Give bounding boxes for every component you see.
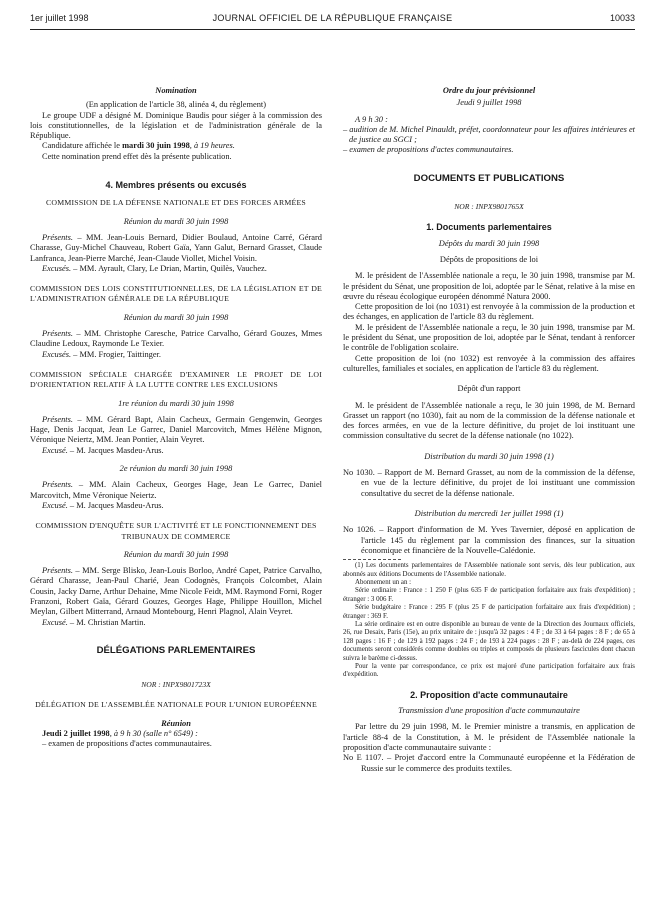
depots-date: Dépôts du mardi 30 juin 1998	[438, 238, 540, 248]
delegations-title: DÉLÉGATIONS PARLEMENTAIRES	[96, 644, 256, 656]
rapport-title: Dépôt d'un rapport	[457, 384, 521, 394]
header-page-number: 10033	[609, 13, 635, 23]
depots-subtitle: Dépôts de propositions de loi	[439, 254, 539, 264]
nomination-effect: Cette nomination prend effet dès la présente publication.	[42, 151, 232, 161]
nomination-title: Nomination	[155, 86, 197, 95]
commission-enquete-excuse: Excusé. – M. Christian Martin.	[42, 617, 146, 627]
right-column	[343, 86, 635, 774]
ordre-date: Jeudi 9 juillet 1998	[456, 98, 522, 108]
footnote-serie-budgetaire: Série budgétaire : France : 295 F (plus 25 F de participation forfaitaire aux frais d'expédition) ; étranger : 369 F.	[343, 604, 635, 620]
transmission-title: Transmission d'une proposition d'acte communautaire	[398, 706, 580, 716]
acte-e1107: No E 1107. – Projet d'accord entre la Communauté européenne et la Fédération de Russie sur le commerce des produits textiles.	[343, 753, 635, 773]
commission-speciale-name: COMMISSION SPÉCIALE CHARGÉE D'EXAMINER LE PROJET DE LOI D'ORIENTATION RELATIF À LA LUTTE CONTRE LES EXCLUSIONS	[30, 369, 322, 390]
commission-lois-excuses: Excusés. – MM. Frogier, Taittinger.	[42, 349, 161, 359]
commission-enquete-reunion: Réunion du mardi 30 juin 1998	[123, 549, 229, 559]
commission-speciale-excuse-1: Excusé. – M. Jacques Masdeu-Arus.	[42, 445, 164, 455]
reunion-agenda-item: – examen de propositions d'actes communautaires.	[42, 739, 212, 749]
nor-delegations: NOR : INPX9801723X	[141, 680, 211, 690]
footnote-vente-correspondance: Pour la vente par correspondance, ce prix est majoré d'une participation forfaitaire aux frais d'expédition.	[343, 662, 635, 679]
depot-obligation-scolaire: M. le président de l'Assemblée nationale a reçu, le 30 juin 1998, transmise par M. le président du Sénat, une proposition de loi, adoptée par le Sénat, tendant à renforcer le contrôle de l'obligation scolaire.	[343, 322, 635, 353]
reunion-title: Réunion	[161, 718, 191, 728]
header-rule	[30, 29, 635, 30]
commission-speciale-reunion-1: 1re réunion du mardi 30 juin 1998	[118, 398, 234, 408]
ordre-item-examen: – examen de propositions d'actes communautaires.	[343, 145, 514, 155]
documents-parlementaires-title: 1. Documents parlementaires	[426, 222, 552, 233]
footnote-serie-ordinaire: Série ordinaire : France : 1 250 F (plus 635 F de participation forfaitaire aux frais d'expédition) ; étranger : 3 006 F.	[343, 587, 635, 603]
page-header	[30, 13, 635, 27]
proposition-acte-title: 2. Proposition d'acte communautaire	[410, 689, 568, 700]
ordre-time: A 9 h 30 :	[355, 114, 388, 124]
footnote-prix-unitaire: La série ordinaire est en outre disponible au bureau de vente de la Direction des Journaux officiels, 26, rue Desaix, Paris (15e), au prix unitaire de : jusqu'à 32 pages : 4 F ; de 33 à 64 pages : 8 F ; de 65 à 128 pages : 16 F ; de 129 à 192 pages : 24 F ; de 193 à 224 pages : 28 F ; au-delà de 224 pages, ces documents seront considérés comme doubles ou triples et composés de plusieurs fascicules dont chacun suivra le barème ci-dessus.	[343, 620, 635, 662]
footnote-abonnement: Abonnement un an :	[355, 578, 412, 586]
footnote-separator	[343, 559, 401, 560]
transmission-paragraph: Par lettre du 29 juin 1998, M. le Premier ministre a transmis, en application de l'article 88-4 de la Constitution, à M. le président de l'Assemblée nationale la proposition d'acte communautaire suivante :	[343, 722, 635, 752]
rapport-paragraph: M. le président de l'Assemblée nationale a reçu, le 30 juin 1998, de M. Bernard Grasset un rapport (no 1030), fait au nom de la commission de la défense nationale et des forces armées, en vue de la lecture définitive, du projet de loi instituant une commission consultative du secret de la défense nationale (no 1022).	[343, 400, 635, 441]
distribution-1er-juillet: Distribution du mercredi 1er juillet 1998 (1)	[414, 508, 564, 518]
commission-speciale-reunion-2: 2e réunion du mardi 30 juin 1998	[119, 464, 233, 474]
commission-defense-excuses: Excusés. – MM. Ayrault, Clary, Le Drian, Martin, Quilès, Vauchez.	[42, 263, 267, 273]
commission-enquete-name: COMMISSION D'ENQUÊTE SUR L'ACTIVITÉ ET LE FONCTIONNEMENT DES TRIBUNAUX DE COMMERCE	[35, 521, 317, 541]
commission-lois-presents: Présents. – MM. Christophe Caresche, Patrice Carvalho, Gérard Gouzes, Mmes Claudine Ledoux, Raymonde Le Texier.	[30, 329, 322, 349]
commission-lois-name: COMMISSION DES LOIS CONSTITUTIONNELLES, DE LA LÉGISLATION ET DE L'ADMINISTRATION GÉNÉRALE DE LA RÉPUBLIQUE	[30, 284, 322, 304]
nomination-paragraph: Le groupe UDF a désigné M. Dominique Baudis pour siéger à la commission des lois constitutionnelles, de la législation et de l'administration générale de la République.	[30, 110, 322, 141]
depot-1032-renvoi: Cette proposition de loi (no 1032) est renvoyée à la commission des affaires culturelles, familiales et sociales, en application de l'article 83 du règlement.	[343, 353, 635, 373]
header-journal-title: JOURNAL OFFICIEL DE LA RÉPUBLIQUE FRANÇAISE	[212, 13, 453, 23]
nor-documents: NOR : INPX9801765X	[454, 202, 524, 212]
commission-defense-reunion: Réunion du mardi 30 juin 1998	[123, 216, 229, 226]
reunion-date: Jeudi 2 juillet 1998, à 9 h 30 (salle n° 6549) :	[42, 729, 198, 739]
distribution-1026: No 1026. – Rapport d'information de M. Yves Tavernier, déposé en application de l'article 145 du règlement par la commission des finances, sur la situation économique et financière de la Nouvelle-Calédonie.	[343, 525, 635, 555]
section-4-title: 4. Membres présents ou excusés	[105, 180, 247, 191]
delegation-name: DÉLÉGATION DE L'ASSEMBLÉE NATIONALE POUR L'UNION EUROPÉENNE	[35, 700, 317, 710]
footnote-1: (1) Les documents parlementaires de l'Assemblée nationale sont servis, dès leur publication, aux abonnés aux éditions Documents de l'Assemblée nationale.	[343, 562, 635, 578]
header-date: 1er juillet 1998	[30, 13, 89, 23]
commission-defense-name: COMMISSION DE LA DÉFENSE NATIONALE ET DES FORCES ARMÉES	[46, 198, 306, 208]
commission-defense-presents: Présents. – MM. Jean-Louis Bernard, Didier Boulaud, Antoine Carré, Gérard Charasse, Guy-Michel Chauveau, Robert Gaïa, Yann Galut, Bernard Grasset, Claude Lanfranca, Jean-Pierre Marché, Jean-Claude Viollet, Michel Voisin.	[30, 232, 322, 263]
ordre-item-audition: – audition de M. Michel Pinauldt, préfet, coordonnateur pour les affaires intérieures et de justice au SGCI ;	[343, 124, 635, 145]
nomination-ref: (En application de l'article 38, alinéa 4, du règlement)	[85, 100, 267, 110]
docs-publications-title: DOCUMENTS ET PUBLICATIONS	[413, 172, 565, 184]
commission-enquete-presents: Présents. – MM. Serge Blisko, Jean-Louis Borloo, André Capet, Patrice Carvalho, Gérard Charasse, Jean-Paul Charié, Jean Codognès, François Colcombet, Alain Cousin, Jacky Darne, Arthur Dehaine, Mme Nicole Feidt, MM. Raymond Forni, Roger Franzoni, Robert Gaïa, Gérard Gouzes, Georges Hage, Philippe Houillon, Michel Meylan, Gilbert Mitterrand, Arnaud Montebourg, Henri Plagnol, Alain Veyret.	[30, 566, 322, 617]
depot-natura-2000: M. le président de l'Assemblée nationale a reçu, le 30 juin 1998, transmise par M. le président du Sénat, une proposition de loi, adoptée par le Sénat, relative à la mise en œuvre du réseau écologique européen dénommé Natura 2000.	[343, 271, 635, 301]
commission-lois-reunion: Réunion du mardi 30 juin 1998	[123, 312, 229, 322]
commission-speciale-presents-1: Présents. – MM. Gérard Bapt, Alain Cacheux, Germain Gengenwin, Georges Hage, Denis Jacquat, Jean Le Garrec, Daniel Marcovitch, Mmes Hélène Mignon, Véronique Neiertz, MM. Jean Pontier, Alain Veyret.	[30, 414, 322, 445]
ordre-title: Ordre du jour prévisionnel	[442, 86, 536, 95]
distribution-30-juin: Distribution du mardi 30 juin 1998 (1)	[424, 451, 554, 461]
commission-speciale-excuse-2: Excusé. – M. Jacques Masdeu-Arus.	[42, 500, 164, 510]
distribution-1030: No 1030. – Rapport de M. Bernard Grasset, au nom de la commission de la défense, en vue de la lecture définitive, du projet de loi instituant une commission consultative du secret de la défense nationale.	[343, 468, 635, 498]
nomination-candidature: Candidature affichée le mardi 30 juin 1998, à 19 heures.	[42, 141, 235, 151]
commission-speciale-presents-2: Présents. – MM. Alain Cacheux, Georges Hage, Jean Le Garrec, Daniel Marcovitch, Mme Véronique Neiertz.	[30, 480, 322, 500]
depot-1031-renvoi: Cette proposition de loi (no 1031) est renvoyée à la commission de la production et des échanges, en application de l'article 83 du règlement.	[343, 302, 635, 322]
left-column	[30, 86, 322, 750]
